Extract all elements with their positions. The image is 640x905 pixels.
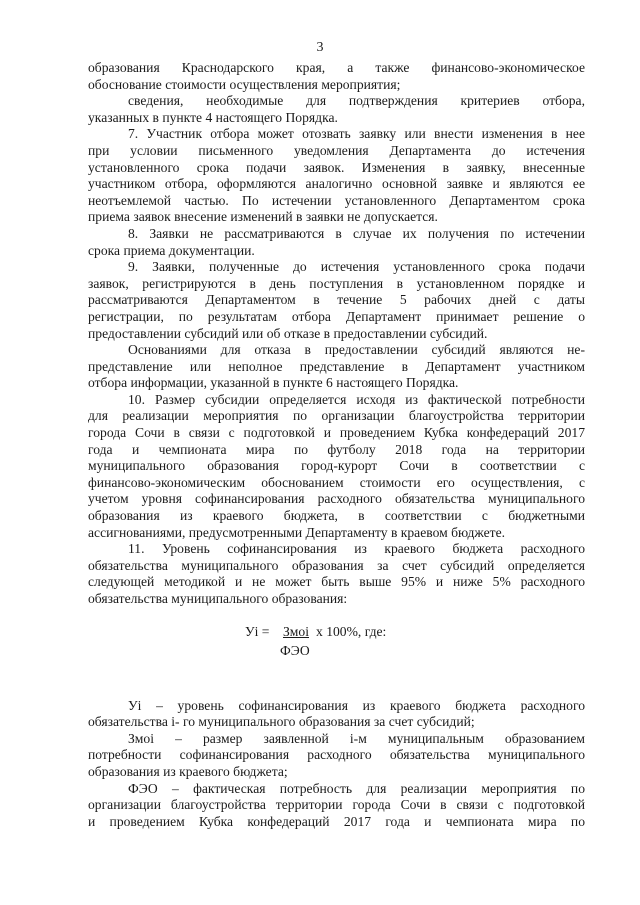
text-line: образования из краевого бюджета; [88, 763, 288, 779]
text-line: следующей методикой и не может быть выше 95% и ниже 5% расходного [88, 574, 585, 590]
text-line: для реализации мероприятия по организации благоустройства территории [88, 408, 585, 424]
paragraphs-after-formula [88, 698, 585, 831]
text-line: сведения, необходимые для подтверждения критериев отбора, [128, 93, 585, 109]
formula [88, 618, 585, 688]
text-line: обоснование стоимости осуществления мероприятия; [88, 76, 401, 92]
text-line: года и чемпионата мира по футболу 2018 года на территории [88, 441, 585, 457]
text-line: участником отбора, оформляются аналогично основной заявке и являются ее [88, 176, 585, 192]
text-line: Змоi – размер заявленной i-м муниципальным образованием [128, 730, 585, 746]
text-line: срока приема документации. [88, 242, 255, 258]
formula-rest: x 100%, где: [316, 623, 387, 639]
paragraph [88, 698, 585, 731]
text-line: указанных в пункте 4 настоящего Порядка. [88, 109, 338, 125]
text-line: 7. Участник отбора может отозвать заявку или внести изменения в нее [128, 126, 585, 142]
text-line: заявок, регистрируются в день поступления в установленном порядке и [88, 275, 585, 291]
paragraph [88, 60, 585, 93]
text-line: ассигнованиями, предусмотренными Департаменту в краевом бюджете. [88, 524, 506, 540]
page-number: 3 [316, 40, 324, 55]
text-line: представление или неполное представление в Департамент участником [88, 358, 585, 374]
text-line: 10. Размер субсидии определяется исходя из фактической потребности [128, 391, 585, 407]
text-line: приема заявок внесение изменений в заявки не допускается. [88, 209, 438, 225]
paragraph [88, 781, 585, 831]
formula-denominator: ФЭО [280, 642, 310, 658]
paragraph [88, 93, 585, 126]
text-line: обязательства муниципального образования за счет субсидий определяется [88, 557, 585, 573]
formula-numerator: Змоi [283, 623, 309, 639]
text-line: обязательства i- го муниципального образования за счет субсидий; [88, 714, 475, 730]
text-line: образования Краснодарского края, а также финансово-экономическое [88, 60, 585, 75]
paragraph [88, 259, 585, 342]
paragraph [88, 392, 585, 541]
text-line: учетом уровня софинансирования расходного обязательства муниципального [88, 491, 585, 507]
text-line: обязательства муниципального образования: [88, 591, 348, 606]
text-line: рассматриваются Департаментом в течение 5 рабочих дней с даты [88, 292, 585, 308]
text-line: ФЭО – фактическая потребность для реализации мероприятия по [128, 780, 585, 796]
paragraph [88, 342, 585, 392]
text-line: 8. Заявки не рассматриваются в случае их получения по истечении [128, 225, 585, 241]
text-line: образования из краевого бюджета, в соответствии с бюджетными [88, 508, 585, 524]
text-line: Уi – уровень софинансирования из краевого бюджета расходного [128, 697, 585, 713]
formula-left: Уi = [245, 623, 270, 639]
text-line: регистрации, по результатам отбора Департамент принимает решение о [88, 308, 585, 324]
paragraphs-before-formula [88, 60, 585, 608]
document-body [88, 60, 585, 830]
paragraph [88, 226, 585, 259]
paragraph [88, 126, 585, 226]
text-line: города Сочи в связи с подготовкой и проведением Кубка конфедераций 2017 [88, 425, 585, 441]
text-line: предоставлении субсидий или об отказе в предоставлении субсидий. [88, 325, 488, 341]
text-line: отбора информации, указанной в пункте 6 настоящего Порядка. [88, 375, 459, 391]
text-line: Основаниями для отказа в предоставлении субсидий являются не- [128, 342, 585, 358]
paragraph [88, 541, 585, 607]
paragraph [88, 731, 585, 781]
text-line: 9. Заявки, полученные до истечения установленного срока подачи [128, 259, 585, 275]
text-line: и проведением Кубка конфедераций 2017 года и чемпионата мира по [88, 813, 585, 829]
text-line: при условии письменного уведомления Департамента до истечения [88, 142, 585, 158]
text-line: установленного срока подачи заявок. Изменения в заявку, внесенные [88, 159, 585, 175]
text-line: организации благоустройства территории города Сочи в связи с подготовкой [88, 797, 585, 813]
text-line: потребности софинансирования расходного обязательства муниципального [88, 747, 585, 763]
text-line: неотъемлемой частью. По истечении установленного Департаментом срока [88, 192, 585, 208]
text-line: 11. Уровень софинансирования из краевого бюджета расходного [128, 541, 585, 557]
text-line: финансово-экономическим обоснованием стоимости его осуществления, с [88, 474, 585, 490]
text-line: муниципального образования город-курорт Сочи в соответствии с [88, 458, 585, 474]
